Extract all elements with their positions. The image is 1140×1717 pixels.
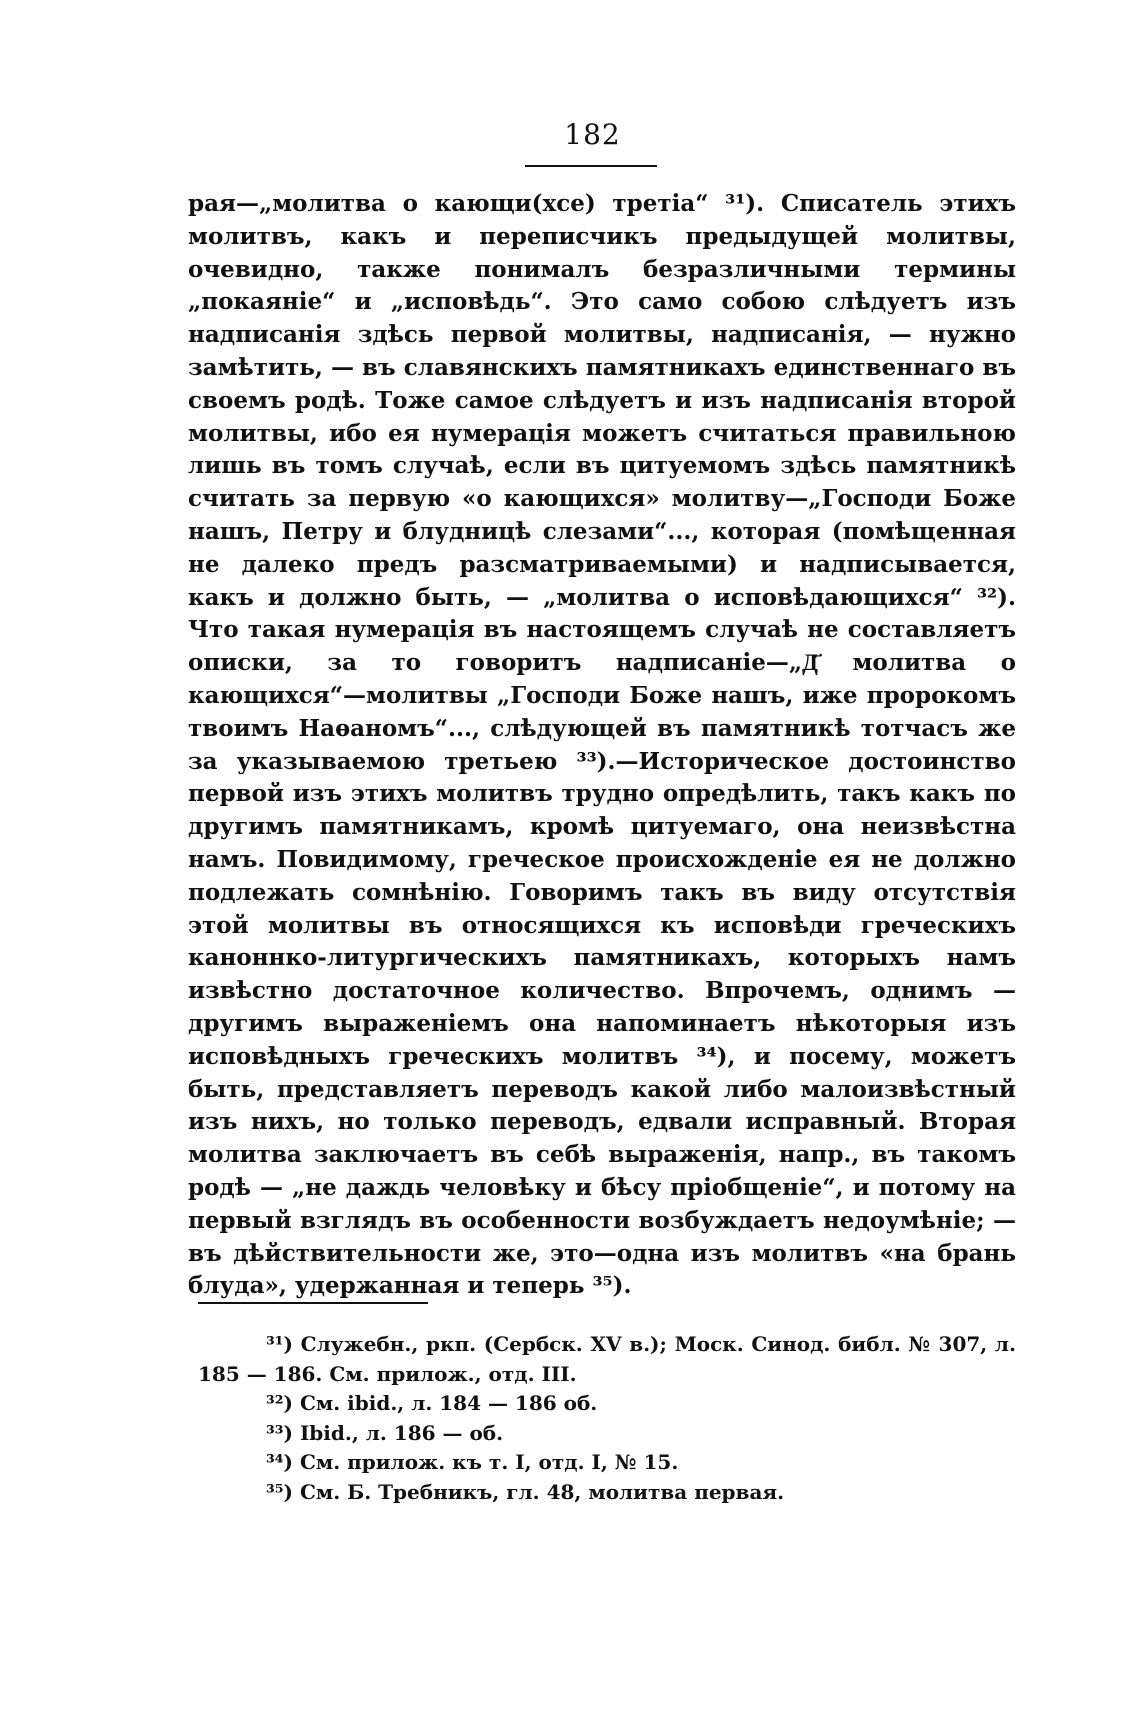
body-paragraph: рая—„молитва о кающи(хсе) третiа“ ³¹). Списатель этихъ молитвъ, какъ и переписчикъ предыдущей молитвы, очевидно, также понималъ безразличными термины „покаянiе“ и „исповѣдь“. Это само собою слѣдуетъ изъ надписанiя здѣсь первой молитвы, надписанiя, — нужно замѣтить, — въ славянскихъ памятникахъ единственнаго въ своемъ родѣ. Тоже самое слѣдуетъ и изъ надписанiя второй молитвы, ибо ея нумерацiя можетъ считаться правильною лишь въ томъ случаѣ, если въ цитуемомъ здѣсь памятникѣ считать за первую «о кающихся» молитву—„Господи Боже нашъ, Петру и блудницѣ слезами“..., которая (помѣщенная не далеко предъ разсматриваемыми) и надписывается, какъ и должно быть, — „молитва о исповѣдающихся“ ³²). Что такая нумерацiя въ настоящемъ случаѣ не составляетъ описки, за то говоритъ надписанiе—„Д҃ молитва о кающихся“—молитвы „Господи Боже нашъ, иже пророкомъ твоимъ Наѳаномъ“..., слѣдующей въ памятникѣ тотчасъ же за указываемою третьею ³³).—Историческое достоинство первой изъ этихъ молитвъ трудно опредѣлить, такъ какъ по другимъ памятникамъ, кромѣ цитуемаго, она неизвѣстна намъ. Повидимому, греческое происхожденiе ея не должно подлежать сомнѣнiю. Говоримъ такъ въ виду отсутствiя этой молитвы въ относящихся къ исповѣди греческихъ каноннко-литургическихъ памятникахъ, которыхъ намъ извѣстно достаточное количество. Впрочемъ, однимъ — другимъ выраженiемъ она напоминаетъ нѣкоторыя изъ исповѣдныхъ греческихъ молитвъ ³⁴), и посему, можетъ быть, представляетъ переводъ какой либо малоизвѣстный изъ нихъ, но только переводъ, едвали исправный. Вторая молитва заключаетъ въ себѣ выраженiя, напр., въ такомъ родѣ — „не даждь человѣку и бѣсу прiобщенiе“, и потому на первый взглядъ въ особенности возбуждаетъ недоумѣнiе; — въ дѣйствительности же, это—одна изъ молитвъ «на брань блуда», удержанная и теперь ³⁵). (188, 190, 1016, 1300)
footnote-31: ³¹) Служебн., ркп. (Сербск. XV в.); Моск. Синод. библ. № 307, л. 185 — 186. См. прилож., отд. III. (198, 1332, 1016, 1386)
page-number: 182 (564, 118, 621, 151)
footnote-35: ³⁵) См. Б. Требникъ, гл. 48, молитва первая. (266, 1479, 785, 1504)
footnote-separator (198, 1302, 428, 1304)
page-number-underline (525, 165, 657, 167)
footnote-33: ³³) Ibid., л. 186 — об. (266, 1420, 504, 1445)
footnote-34: ³⁴) См. прилож. къ т. I, отд. I, № 15. (266, 1450, 679, 1474)
footnote-32: ³²) См. ibid., л. 184 — 186 об. (266, 1391, 598, 1415)
footnotes-list (198, 1330, 1016, 1507)
